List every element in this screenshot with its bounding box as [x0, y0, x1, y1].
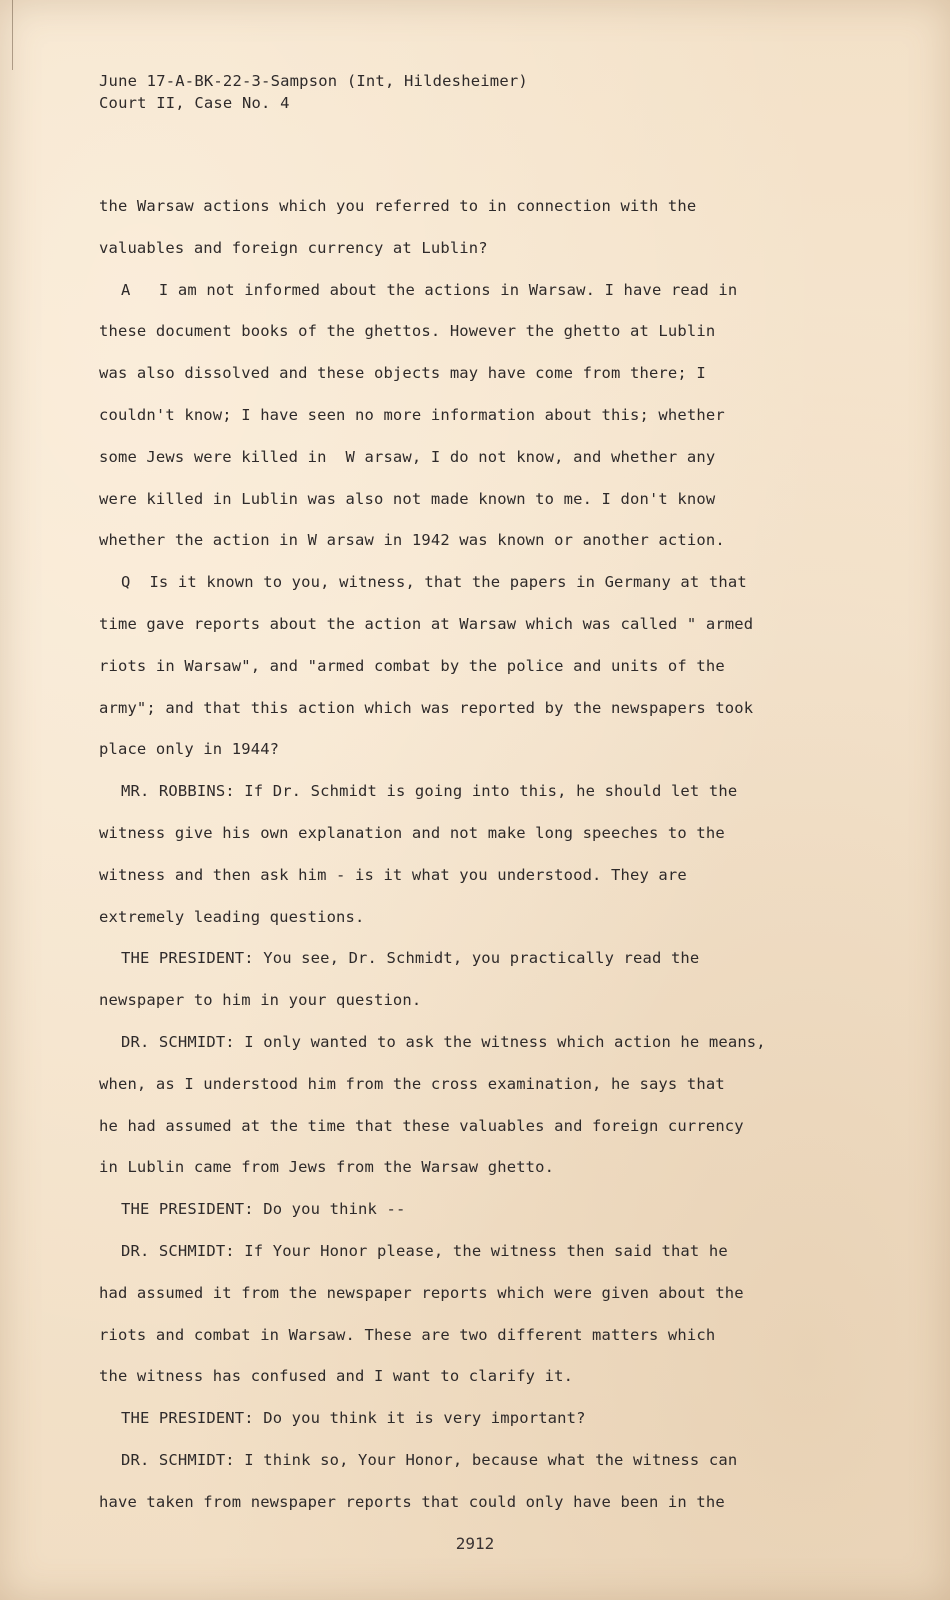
- transcript-line: whether the action in W arsaw in 1942 was known or another action.: [99, 531, 725, 550]
- transcript-line: have taken from newspaper reports that could only have been in the: [99, 1492, 725, 1511]
- transcript-line: witness give his own explanation and not make long speeches to the: [99, 823, 725, 842]
- transcript-line: A I am not informed about the actions in Warsaw. I have read in: [121, 280, 738, 299]
- document-header: [99, 70, 528, 114]
- transcript-line: had assumed it from the newspaper reports which were given about the: [99, 1283, 744, 1302]
- transcript-line: time gave reports about the action at Warsaw which was called " armed: [99, 614, 754, 633]
- transcript-line: was also dissolved and these objects may have come from there; I: [99, 364, 706, 383]
- transcript-line: valuables and foreign currency at Lublin?: [99, 238, 488, 257]
- transcript-line: MR. ROBBINS: If Dr. Schmidt is going into this, he should let the: [121, 782, 738, 801]
- transcript-line: Q Is it known to you, witness, that the papers in Germany at that: [121, 573, 747, 592]
- transcript-line: riots and combat in Warsaw. These are two different matters which: [99, 1325, 716, 1344]
- transcript-line: in Lublin came from Jews from the Warsaw ghetto.: [99, 1158, 555, 1177]
- page-edge-mark: [12, 0, 13, 70]
- transcript-line: army"; and that this action which was reported by the newspapers took: [99, 698, 754, 717]
- header-reference-line: June 17-A-BK-22-3-Sampson (Int, Hildesheimer): [99, 72, 528, 90]
- transcript-line: he had assumed at the time that these valuables and foreign currency: [99, 1116, 744, 1135]
- transcript-line: extremely leading questions.: [99, 907, 365, 926]
- transcript-line: place only in 1944?: [99, 740, 280, 759]
- transcript-line: when, as I understood him from the cross examination, he says that: [99, 1074, 725, 1093]
- transcript-line: newspaper to him in your question.: [99, 991, 422, 1010]
- transcript-line: THE PRESIDENT: Do you think it is very important?: [121, 1409, 586, 1428]
- transcript-line: THE PRESIDENT: Do you think --: [121, 1200, 406, 1219]
- transcript-line: the witness has confused and I want to clarify it.: [99, 1367, 574, 1386]
- transcript-line: DR. SCHMIDT: If Your Honor please, the witness then said that he: [121, 1241, 728, 1260]
- transcript-line: witness and then ask him - is it what you understood. They are: [99, 865, 687, 884]
- transcript-line: DR. SCHMIDT: I only wanted to ask the witness which action he means,: [121, 1032, 766, 1051]
- page-number: 2912: [455, 1534, 495, 1553]
- transcript-line: these document books of the ghettos. However the ghetto at Lublin: [99, 322, 716, 341]
- transcript-line: couldn't know; I have seen no more information about this; whether: [99, 405, 725, 424]
- transcript-line: THE PRESIDENT: You see, Dr. Schmidt, you practically read the: [121, 949, 700, 968]
- transcript-line: DR. SCHMIDT: I think so, Your Honor, because what the witness can: [121, 1450, 738, 1469]
- transcript-line: riots in Warsaw", and "armed combat by the police and units of the: [99, 656, 725, 675]
- transcript-line: were killed in Lublin was also not made known to me. I don't know: [99, 489, 716, 508]
- transcript-line: the Warsaw actions which you referred to in connection with the: [99, 197, 697, 215]
- header-court-case-line: Court II, Case No. 4: [99, 94, 290, 112]
- transcript-line: some Jews were killed in W arsaw, I do not know, and whether any: [99, 447, 716, 466]
- transcript-body: [99, 193, 859, 1531]
